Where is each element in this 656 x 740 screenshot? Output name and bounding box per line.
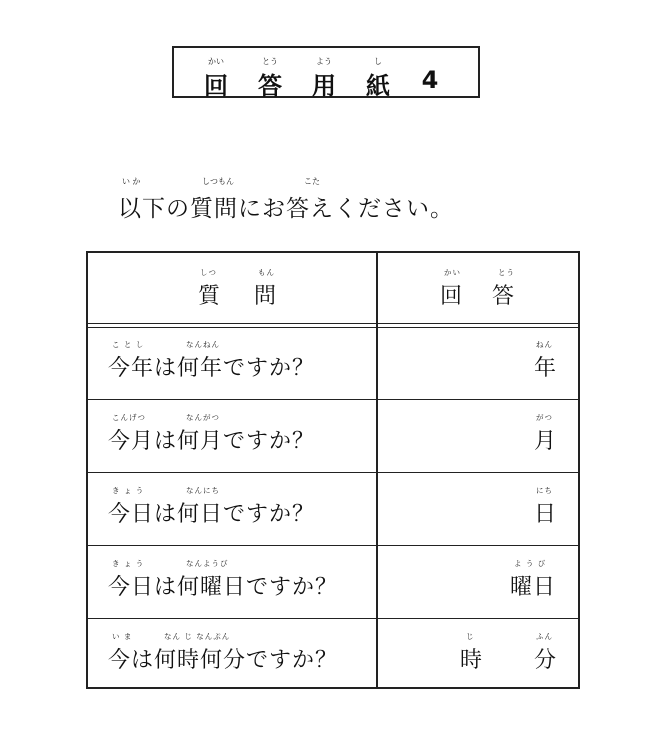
- answer-ruby-hour: じ: [466, 632, 475, 641]
- question-ruby-1: こ と し: [112, 340, 145, 349]
- answer-ruby: がつ: [536, 413, 553, 422]
- title-ruby-3: よう: [316, 57, 332, 66]
- instruction-ruby-ika: い か: [122, 177, 141, 186]
- instruction-ruby-shitsumon: しつもん: [202, 177, 234, 186]
- header-question-char-2: 問: [254, 284, 277, 309]
- question-ruby-2: なんにち: [186, 486, 220, 495]
- title-ruby-2: とう: [262, 57, 278, 66]
- title-char-3: 用: [312, 72, 336, 100]
- question-ruby-1: き ょ う: [112, 486, 145, 495]
- answer-ruby: よ う び: [514, 559, 547, 568]
- question-ruby-2: なん じ なんぷん: [164, 632, 231, 641]
- header-question-char-1: 質: [198, 284, 221, 309]
- title-ruby-4: し: [374, 57, 382, 66]
- header-question-ruby-1: しつ: [200, 268, 217, 277]
- answer-unit-minute[interactable]: 分: [534, 648, 558, 673]
- header-answer-char-1: 回: [440, 284, 463, 309]
- question-ruby-1: い ま: [112, 632, 133, 641]
- answer-ruby: にち: [536, 486, 553, 495]
- question-text: 今日は何曜日ですか？: [108, 575, 339, 600]
- question-text: 今月は何月ですか？: [108, 429, 316, 454]
- question-ruby-2: なんがつ: [186, 413, 220, 422]
- answer-ruby: ねん: [536, 340, 553, 349]
- header-answer-char-2: 答: [492, 284, 515, 309]
- title-char-1: 回: [204, 72, 228, 100]
- answer-unit[interactable]: 日: [534, 502, 558, 527]
- title-box: [172, 46, 480, 98]
- table-row: [88, 327, 578, 399]
- answer-unit[interactable]: 月: [534, 429, 558, 454]
- instruction-text: 以下の質問にお答えください。: [118, 196, 454, 222]
- title-char-4: 紙: [366, 72, 390, 100]
- answer-table: [86, 251, 580, 689]
- answer-unit-hour[interactable]: 時: [460, 648, 484, 673]
- question-ruby-2: なんようび: [186, 559, 229, 568]
- table-row: [88, 473, 578, 545]
- header-answer-ruby-2: とう: [498, 268, 515, 277]
- instruction-ruby-kota: こた: [304, 177, 320, 186]
- question-ruby-1: き ょ う: [112, 559, 145, 568]
- question-ruby-2: なんねん: [186, 340, 220, 349]
- question-text: 今は何時何分ですか？: [108, 648, 339, 673]
- table-header-row: [88, 253, 578, 323]
- title-char-2: 答: [258, 72, 282, 100]
- question-ruby-1: こんげつ: [112, 413, 146, 422]
- question-text: 今年は何年ですか？: [108, 356, 316, 381]
- title-char-5: 4: [421, 66, 439, 94]
- table-row: [88, 546, 578, 618]
- header-question-ruby-2: もん: [258, 268, 275, 277]
- answer-ruby-minute: ふん: [536, 632, 553, 641]
- title-ruby-1: かい: [208, 57, 224, 66]
- table-row: [88, 619, 578, 689]
- table-row: [88, 400, 578, 472]
- question-text: 今日は何日ですか？: [108, 502, 316, 527]
- instruction: [118, 176, 538, 226]
- answer-unit[interactable]: 年: [534, 356, 558, 381]
- answer-unit[interactable]: 曜日: [510, 575, 557, 600]
- header-answer-ruby-1: かい: [444, 268, 461, 277]
